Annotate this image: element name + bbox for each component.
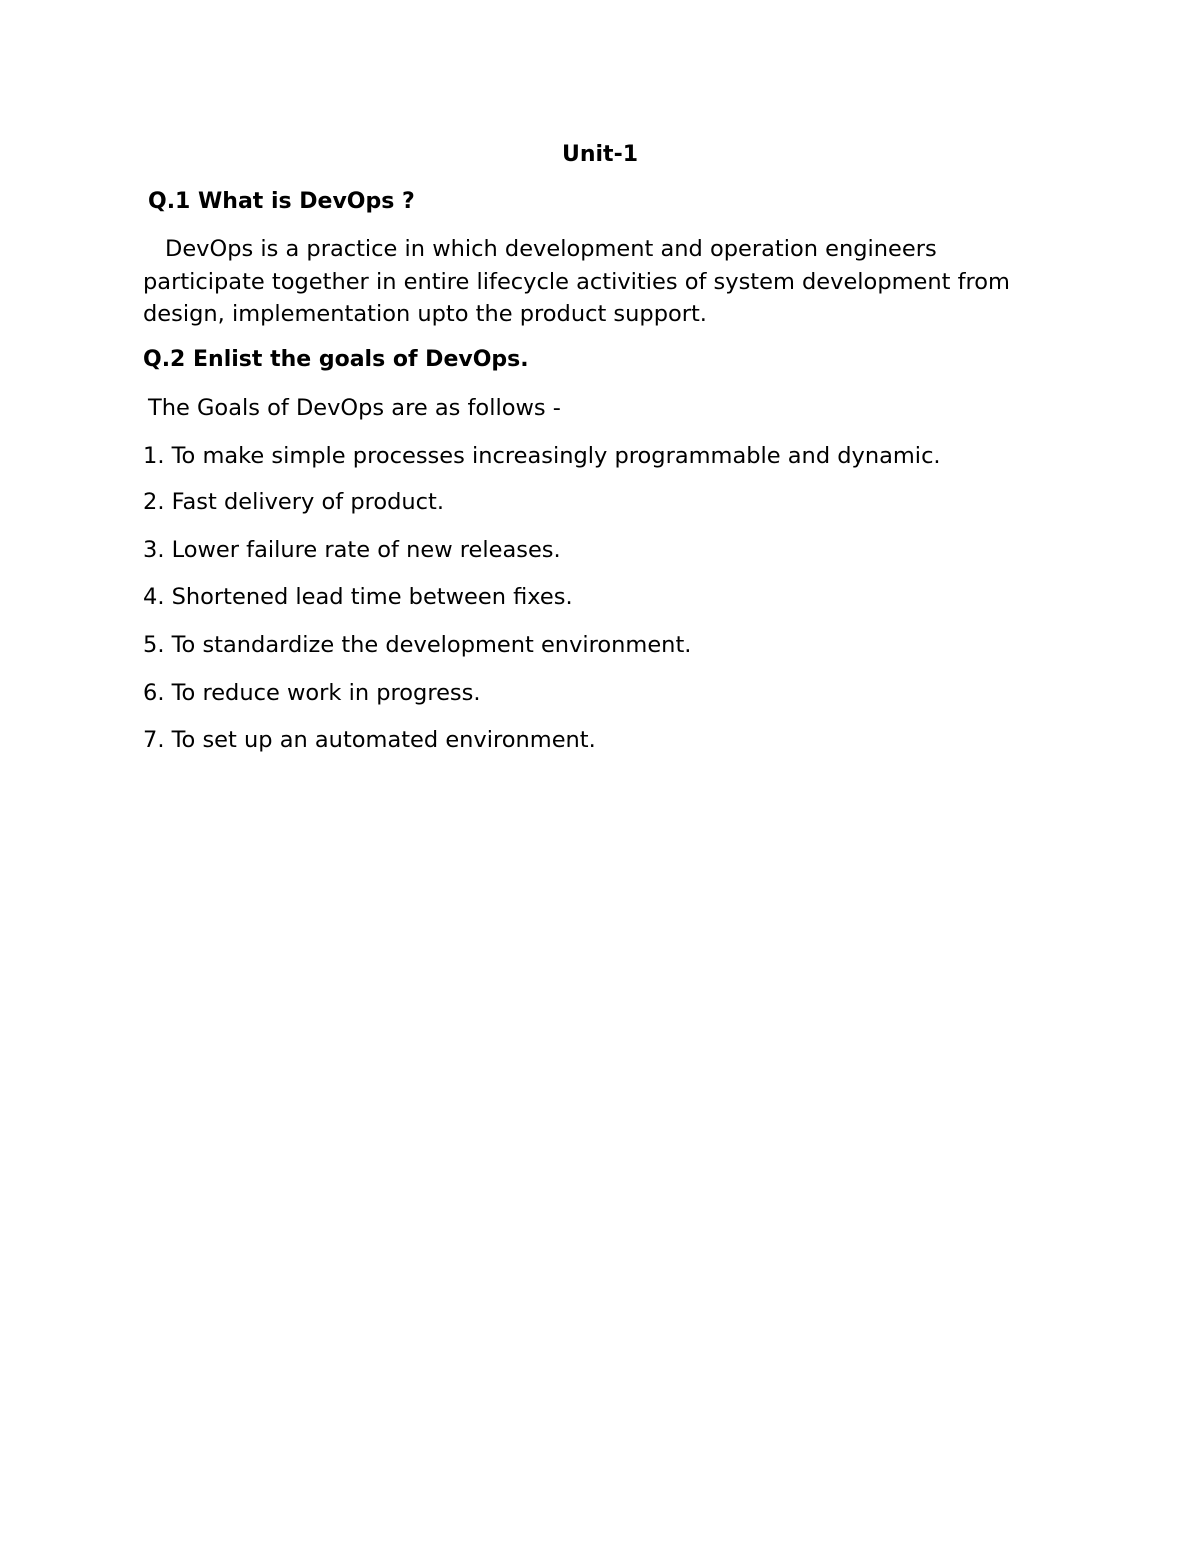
list-item: 2. Fast delivery of product. [143,489,445,515]
list-item: 5. To standardize the development environment. [143,632,692,658]
list-item: 7. To set up an automated environment. [143,727,596,753]
list-item: 3. Lower failure rate of new releases. [143,537,561,563]
list-item: 4. Shortened lead time between fixes. [143,584,573,610]
question-1-answer: DevOps is a practice in which development and operation engineers participate together in entire lifecycle activities of system development from design, implementation upto the product support. [143,236,1010,327]
question-1-heading: Q.1 What is DevOps ? [148,189,415,214]
page-title: Unit-1 [561,142,639,167]
question-2-heading: Q.2 Enlist the goals of DevOps. [143,347,529,372]
list-item: 1. To make simple processes increasingly programmable and dynamic. [143,443,941,469]
list-item: 6. To reduce work in progress. [143,680,481,706]
goals-intro: The Goals of DevOps are as follows - [148,395,561,421]
